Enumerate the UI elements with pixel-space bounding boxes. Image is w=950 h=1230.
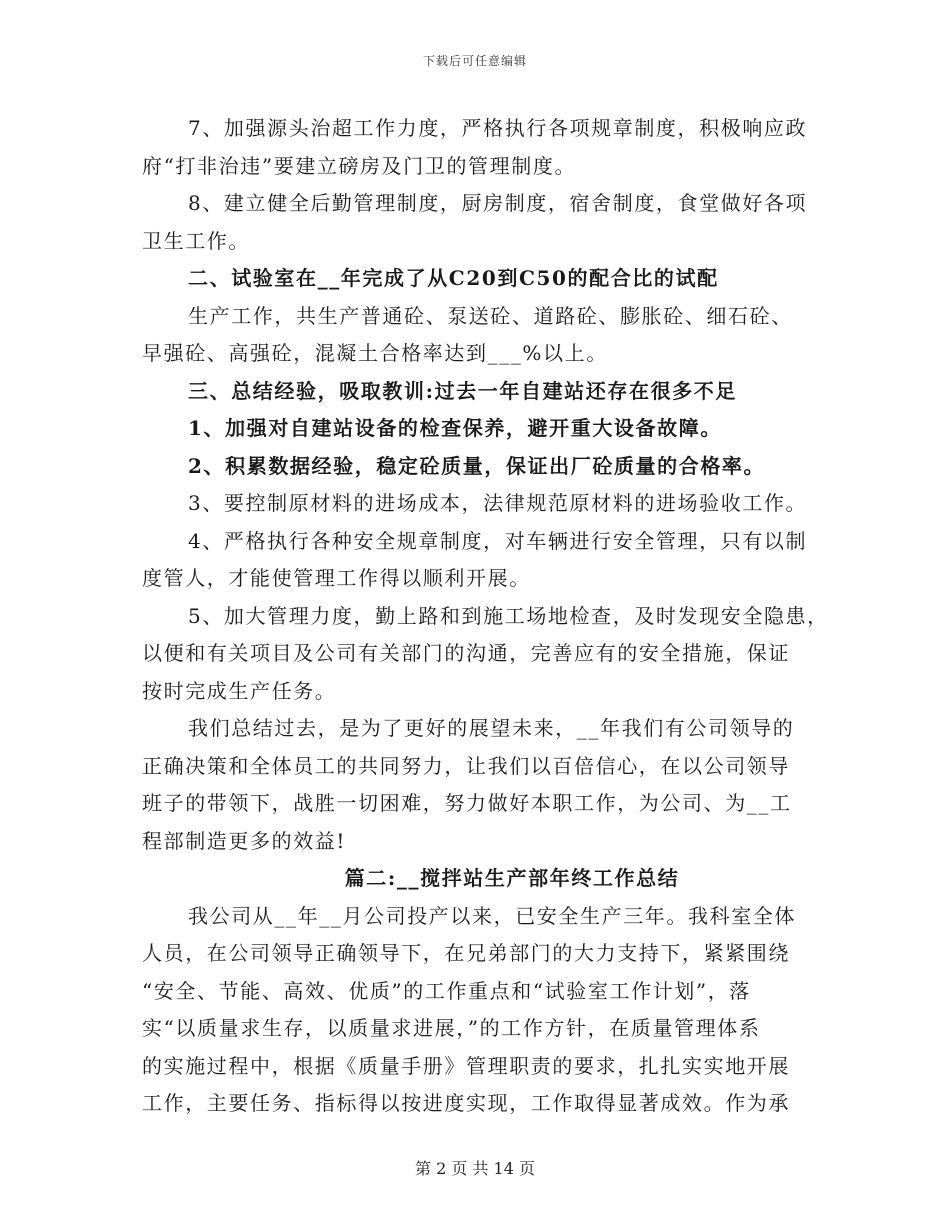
- text-line: 3、要控制原材料的进场成本，法律规范原材料的进场验收工作。: [188, 491, 808, 515]
- text-line: 按时完成生产任务。: [142, 678, 337, 703]
- text-line: 4、严格执行各种安全规章制度，对车辆进行安全管理，只有以制: [188, 528, 808, 553]
- text-line: 人员，在公司领导正确领导下，在兄弟部门的大力支持下，紧紧围绕: [142, 941, 790, 965]
- text-line: 度管人，才能使管理工作得以顺利开展。: [142, 566, 531, 590]
- text-line: 5、加大管理力度，勤上路和到施工场地检查，及时发现安全隐患，: [188, 603, 829, 628]
- text-line: 实“以质量求生存，以质量求进展，”的工作方针，在质量管理体系: [142, 1016, 761, 1040]
- bold-text-line: 1、加强对自建站设备的检查保养，避开重大设备故障。: [188, 416, 722, 440]
- text-line: 我公司从__年__月公司投产以来，已安全生产三年。我科室全体: [188, 903, 796, 928]
- text-line: 我们总结过去，是为了更好的展望未来，__年我们有公司领导的: [188, 716, 795, 740]
- text-line: 早强砼、高强砼，混凝土合格率达到___%以上。: [142, 341, 608, 365]
- text-line: 8、建立健全后勤管理制度，厨房制度，宿舍制度，食堂做好各项: [188, 191, 808, 215]
- text-line: 正确决策和全体员工的共同努力，让我们以百倍信心，在以公司领导: [142, 753, 790, 778]
- bold-text-line: 二、试验室在__年完成了从C20到C50的配合比的试配: [188, 266, 719, 290]
- text-line: 的实施过程中，根据《质量手册》管理职责的要求，扎扎实实地开展: [142, 1053, 790, 1078]
- bold-text-line: 三、总结经验，吸取教训:过去一年自建站还存在很多不足: [188, 378, 737, 403]
- page-header: 下载后可任意编辑: [422, 54, 527, 68]
- text-line: 以便和有关项目及公司有关部门的沟通，完善应有的安全措施，保证: [142, 641, 790, 665]
- page-footer: 第 2 页 共 14 页: [415, 1159, 535, 1178]
- text-line: 府“打非治违”要建立磅房及门卫的管理制度。: [142, 153, 577, 178]
- text-line: 程部制造更多的效益!: [142, 828, 347, 853]
- text-line: 卫生工作。: [142, 228, 250, 253]
- text-line: 班子的带领下，战胜一切困难，努力做好本职工作，为公司、为__工: [142, 791, 792, 815]
- bold-text-line: 2、积累数据经验，稳定砼质量，保证出厂砼质量的合格率。: [188, 453, 766, 478]
- section-heading: 篇二:__搅拌站生产部年终工作总结: [344, 866, 680, 890]
- text-line: “安全、节能、高效、优质”的工作重点和“试验室工作计划”，落: [142, 978, 751, 1003]
- document-body: [142, 114, 829, 1127]
- text-line: 工作，主要任务、指标得以按进度实现，工作取得显著成效。作为承: [142, 1091, 790, 1115]
- text-line: 7、加强源头治超工作力度，严格执行各项规章制度，积极响应政: [188, 116, 808, 140]
- text-line: 生产工作，共生产普通砼、泵送砼、道路砼、膨胀砼、细石砼、: [188, 303, 793, 328]
